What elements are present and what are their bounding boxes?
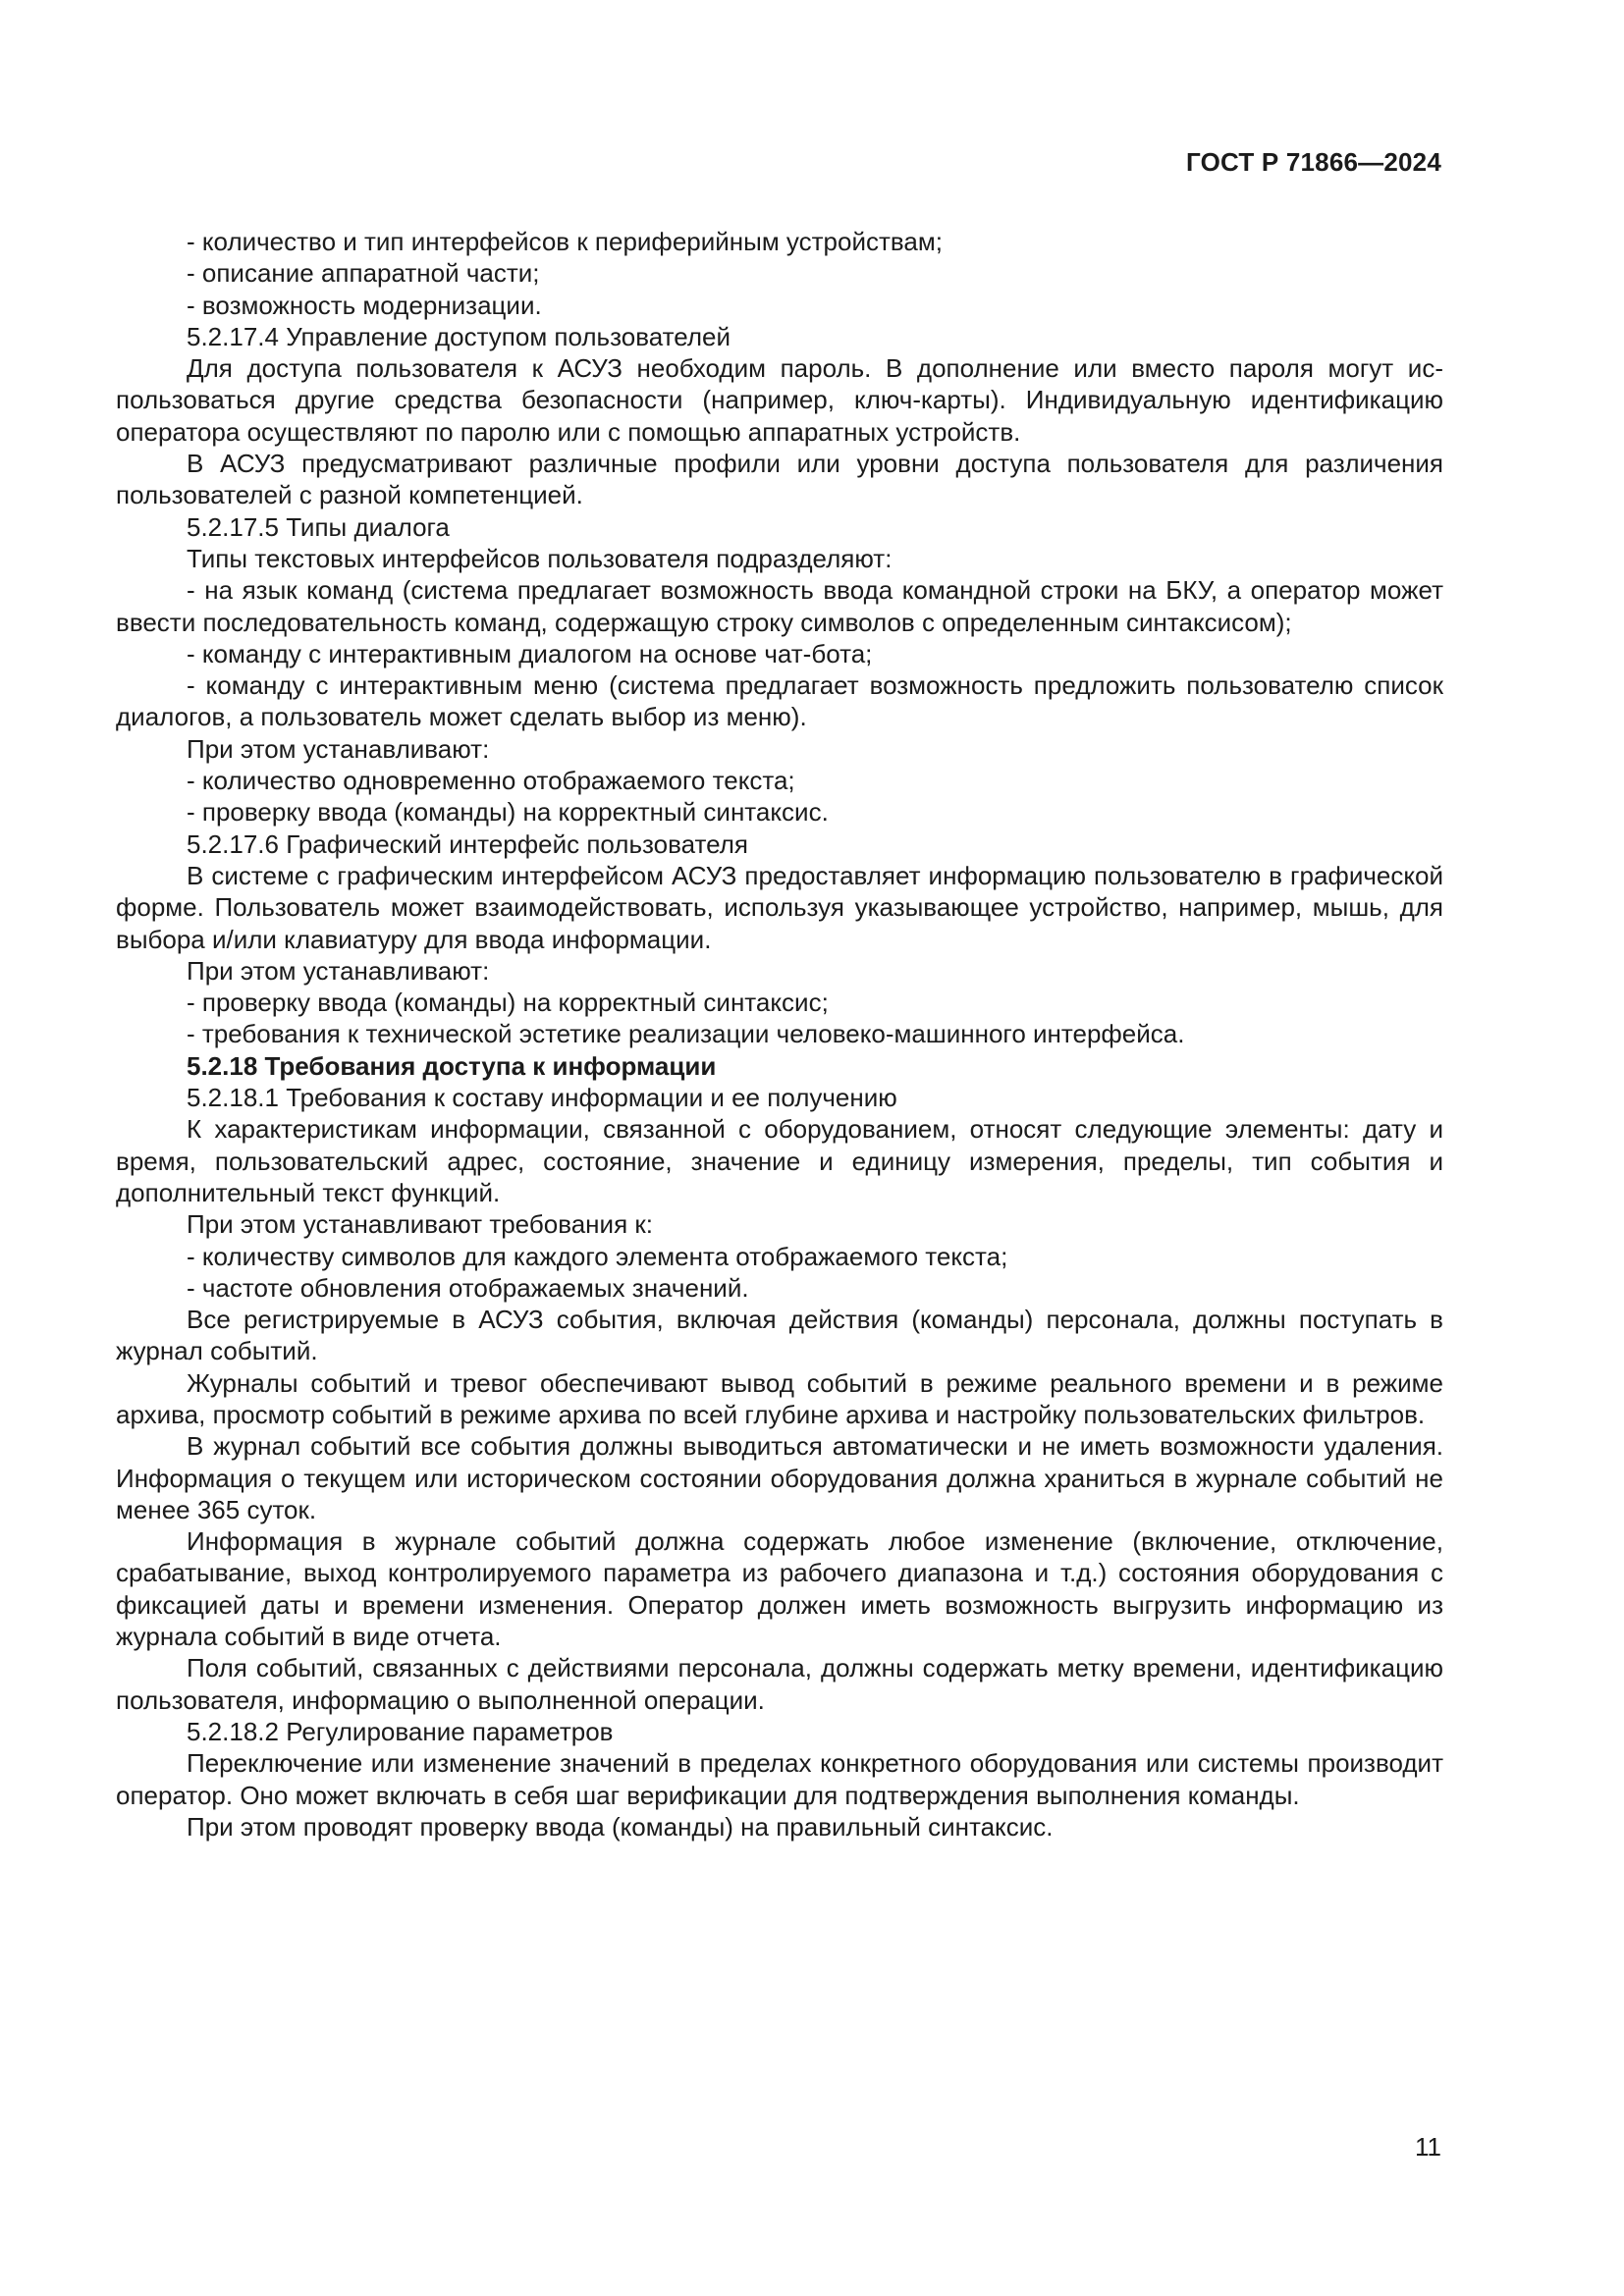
- body-paragraph: - частоте обновления отображаемых значений.: [187, 1272, 749, 1303]
- document-header-id: ГОСТ Р 71866—2024: [1186, 147, 1441, 177]
- body-paragraph: - на язык команд (система предлагает возможность ввода командной строки на БКУ, а оператор может ввести последовательность команд, содержащую строку символов с определенным синтаксисом);: [116, 575, 1443, 637]
- body-paragraph: - описание аппаратной части;: [187, 258, 540, 289]
- body-paragraph: Типы текстовых интерфейсов пользователя подразделяют:: [187, 543, 893, 573]
- body-paragraph: 5.2.18.1 Требования к составу информации и ее получению: [187, 1083, 897, 1113]
- body-paragraph: - проверку ввода (команды) на корректный синтаксис;: [187, 988, 829, 1018]
- body-paragraph: К характеристикам информации, связанной с оборудованием, относят следующие элементы: дату и время, пользовательский адрес, состояние, значение и единицу измерения, пределы, тип события и дополнительный текст функций.: [116, 1114, 1443, 1207]
- page-number: 11: [1415, 2132, 1441, 2162]
- body-paragraph: Переключение или изменение значений в пределах конкретного оборудования или системы производит оператор. Оно может включать в себя шаг верификации для подтверждения выполнения команды.: [116, 1748, 1443, 1810]
- document-body: [116, 226, 1443, 1842]
- body-paragraph: - возможность модернизации.: [187, 290, 542, 320]
- body-paragraph: Для доступа пользователя к АСУЗ необходим пароль. В дополнение или вместо пароля могут использоваться другие средства безопасности (например, ключ-карты). Индивидуальную идентификацию оператора осуществляют по паролю или с помощью аппаратных устройств.: [116, 353, 1443, 447]
- body-paragraph: При этом устанавливают требования к:: [187, 1209, 653, 1240]
- body-paragraph: 5.2.17.4 Управление доступом пользователей: [187, 321, 731, 351]
- body-paragraph: В журнал событий все события должны выводиться автоматически и не иметь возможности удаления. Информация о текущем или историческом состоянии оборудования должна храниться в журнале событий не менее 365 суток.: [116, 1431, 1443, 1524]
- body-paragraph: Информация в журнале событий должна содержать любое изменение (включение, отключение, срабатывание, выход контролируемого параметра из рабочего диапазона и т.д.) состояния оборудования с фиксацией даты и времени изменения. Оператор должен иметь возможность выгрузить информацию из журнала событий в виде отчета.: [116, 1526, 1443, 1652]
- body-paragraph: При этом устанавливают:: [187, 733, 490, 764]
- body-paragraph: - количество и тип интерфейсов к периферийным устройствам;: [187, 227, 943, 256]
- body-paragraph: Все регистрируемые в АСУЗ события, включая действия (команды) персонала, должны поступать в журнал событий.: [116, 1305, 1443, 1366]
- body-paragraph: Поля событий, связанных с действиями персонала, должны содержать метку времени, идентификацию пользователя, информацию о выполненной операции.: [116, 1653, 1443, 1715]
- body-paragraph: В системе с графическим интерфейсом АСУЗ предоставляет информацию пользователю в графической форме. Пользователь может взаимодействовать, используя указывающее устройство, например, мышь, для выбора и/или клавиатуру для ввода информации.: [116, 860, 1443, 954]
- body-paragraph: - проверку ввода (команды) на корректный синтаксис.: [187, 797, 829, 828]
- body-paragraph: При этом проводят проверку ввода (команды) на правильный синтаксис.: [187, 1811, 1054, 1842]
- section-heading: 5.2.18 Требования доступа к информации: [187, 1050, 717, 1081]
- body-paragraph: - команду с интерактивным диалогом на основе чат-бота;: [187, 638, 873, 668]
- body-paragraph: Журналы событий и тревог обеспечивают вывод событий в режиме реального времени и в режиме архива, просмотр событий в режиме архива по всей глубине архива и настройку пользовательских фильтров.: [116, 1367, 1443, 1429]
- body-paragraph: - требования к технической эстетике реализации человеко-машинного интерфейса.: [187, 1019, 1185, 1049]
- body-paragraph: 5.2.18.2 Регулирование параметров: [187, 1716, 614, 1746]
- body-paragraph: 5.2.17.5 Типы диалога: [187, 511, 450, 542]
- body-paragraph: В АСУЗ предусматривают различные профили или уровни доступа пользователя для различения пользователей с разной компетенцией.: [116, 449, 1443, 510]
- body-paragraph: - команду с интерактивным меню (система предлагает возможность предложить пользователю список диалогов, а пользователь может сделать выбор из меню).: [116, 670, 1443, 732]
- body-paragraph: При этом устанавливают:: [187, 955, 490, 986]
- body-paragraph: - количеству символов для каждого элемента отображаемого текста;: [187, 1241, 1008, 1271]
- body-paragraph: 5.2.17.6 Графический интерфейс пользователя: [187, 828, 748, 859]
- body-paragraph: - количество одновременно отображаемого текста;: [187, 766, 795, 796]
